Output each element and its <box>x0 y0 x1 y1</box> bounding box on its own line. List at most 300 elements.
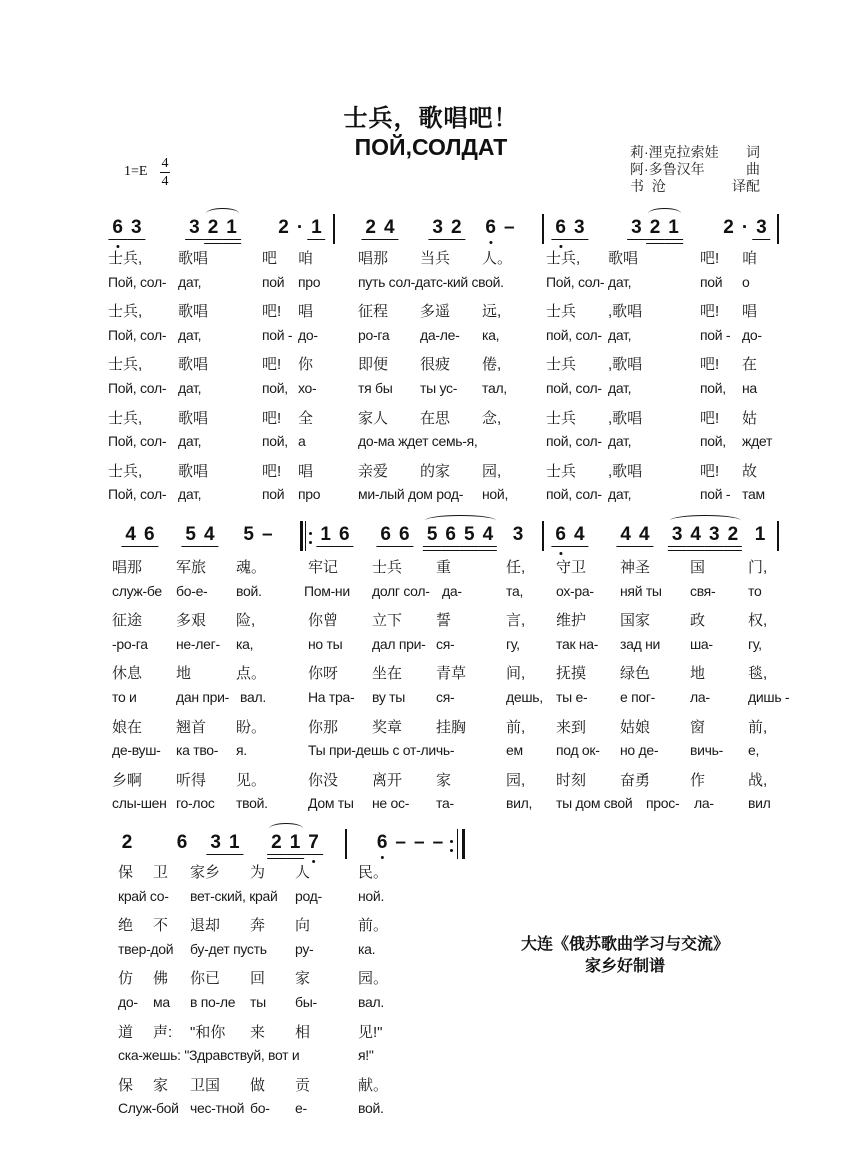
lyric-syllable: Служ-бой <box>118 1100 179 1117</box>
lyric-syllable: Дом ты <box>308 795 354 812</box>
lyric-syllable: де-вуш- <box>112 742 161 759</box>
lyric-syllable: 吧! <box>700 356 720 374</box>
lyric-syllable: чес-тной <box>190 1100 245 1117</box>
note-group <box>173 832 192 854</box>
lyric-syllable: 家人 <box>358 409 389 427</box>
lyric-syllable: ной, <box>482 486 509 503</box>
underline <box>286 854 305 856</box>
lyric-syllable: дат, <box>178 486 202 503</box>
lyric-syllable: пой, сол- <box>546 433 602 450</box>
lyric-syllable: пой <box>262 486 285 503</box>
lyric-syllable: 军旅 <box>176 559 207 576</box>
underline <box>705 550 724 552</box>
lyric-syllable: 全 <box>298 409 314 427</box>
lyric-syllable: ро-га <box>358 326 390 343</box>
lyric-syllable: вичь- <box>690 742 724 759</box>
lyric-syllable: 保 <box>118 1076 134 1094</box>
lyric-syllable: 盼。 <box>236 718 267 736</box>
underline <box>185 239 204 241</box>
lyric-syllable: 前, <box>748 718 768 736</box>
note-group <box>751 524 770 546</box>
barline <box>457 829 458 859</box>
lyric-syllable: пой, сол- <box>546 486 602 503</box>
credit-lyricist <box>630 144 760 161</box>
underline <box>686 550 705 552</box>
lyric-syllable: 献。 <box>358 1076 389 1094</box>
note: 4 <box>570 524 589 546</box>
lyric-syllable: ся- <box>436 689 455 705</box>
lyric-syllable: 园。 <box>358 970 389 988</box>
lyric-syllable: бо-е- <box>176 582 208 599</box>
lyric-syllable: вет-ский, край <box>190 887 278 904</box>
lyric-syllable: 咱 <box>742 250 758 267</box>
lyric-syllable: 保 <box>118 864 134 881</box>
lyric-syllable: 吧 <box>262 250 278 267</box>
lyric-syllable: 离开 <box>372 771 403 789</box>
lyric-syllable: 地 <box>690 665 706 683</box>
lyric-syllable: там <box>742 486 765 503</box>
lyric-syllable: 休息 <box>112 665 143 683</box>
note-group <box>206 832 243 854</box>
lyric-syllable: ты <box>250 994 266 1010</box>
lyric-syllable: ,歌唱 <box>608 303 643 321</box>
note: 3 <box>512 524 524 545</box>
lyric-syllable: тя бы <box>358 380 393 396</box>
lyric-syllable: край со- <box>118 887 169 904</box>
octave-dot-below <box>489 241 492 244</box>
lyric-syllable: 道 <box>118 1023 134 1041</box>
note: · <box>741 217 749 238</box>
lyric-syllable: 家 <box>153 1076 169 1094</box>
lyric-syllable: так на- <box>556 635 599 652</box>
note: 4 <box>686 524 705 546</box>
underline <box>686 546 705 548</box>
lyric-syllable: 相 <box>295 1023 311 1041</box>
note-group <box>509 524 528 546</box>
lyric-syllable: твер-дой <box>118 940 174 957</box>
lyric-syllable: 向 <box>295 917 311 935</box>
octave-dot-below <box>312 860 315 863</box>
lyric-syllable: 娘在 <box>112 718 143 736</box>
note: 6 <box>481 217 500 239</box>
lyric-syllable: ву ты <box>372 689 405 705</box>
lyric-syllable: "和你 <box>190 1023 226 1041</box>
key-signature: 1=E <box>124 164 148 179</box>
lyric-syllable: та- <box>436 795 454 812</box>
lyric-syllable: да- <box>442 582 462 599</box>
note: 2 <box>361 217 380 239</box>
lyric-syllable: 歌唱 <box>178 303 209 321</box>
lyric-syllable: пой - <box>262 326 293 343</box>
underline <box>361 239 380 241</box>
note: 3 <box>127 217 146 239</box>
barline <box>462 829 465 859</box>
repeat-dot <box>450 849 453 852</box>
note: 6 <box>551 524 570 546</box>
underline <box>267 854 286 856</box>
lyric-syllable: дат, <box>608 380 632 396</box>
note: 3 <box>627 217 646 239</box>
lyric-syllable: 翘首 <box>176 718 207 736</box>
lyric-syllable: Пой, сол- <box>108 326 167 343</box>
underline <box>335 546 354 548</box>
lyric-syllable: 民。 <box>358 864 389 881</box>
lyric-syllable: ,歌唱 <box>608 356 643 374</box>
lyric-syllable: 作 <box>690 771 706 789</box>
lyric-syllable: 姑娘 <box>620 718 651 736</box>
underline <box>668 546 687 548</box>
note-group <box>616 524 653 546</box>
lyric-syllable: 卫国 <box>190 1076 221 1094</box>
note-group <box>181 524 218 546</box>
lyric-syllable: дат, <box>608 486 632 503</box>
lyric-syllable: бу-дет пусть <box>190 940 267 957</box>
note: – <box>504 217 515 238</box>
barline <box>305 521 306 551</box>
lyric-syllable: го-лос <box>176 795 215 812</box>
underline <box>479 550 498 552</box>
lyric-syllable: 见。 <box>236 771 267 789</box>
lyric-syllable: дат, <box>608 433 632 450</box>
note: – <box>262 524 273 545</box>
note: 1 <box>307 217 326 239</box>
note: 2 <box>646 217 665 239</box>
note-group <box>185 217 241 239</box>
underline <box>286 858 305 860</box>
note: 4 <box>121 524 140 546</box>
lyric-syllable: 你曾 <box>308 612 339 630</box>
note: 6 <box>441 524 460 546</box>
note-group <box>376 524 413 546</box>
lyric-syllable: 当兵 <box>420 250 451 267</box>
lyric-syllable: 倦, <box>482 356 502 374</box>
underline <box>664 239 683 241</box>
lyric-syllable: 家 <box>295 970 311 988</box>
note: 6 <box>108 217 127 239</box>
lyric-syllable: 歌唱 <box>178 250 209 267</box>
note: · <box>296 217 304 238</box>
underline <box>646 243 665 245</box>
underline <box>222 239 241 241</box>
lyric-syllable: пой, <box>700 380 726 396</box>
lyric-syllable: 言, <box>506 612 526 630</box>
credit-role: 词 <box>746 144 760 160</box>
lyric-syllable: Пой, сол- <box>546 273 605 290</box>
note-group <box>551 217 588 239</box>
lyric-syllable: ла- <box>694 795 714 812</box>
lyric-syllable: на <box>742 380 757 396</box>
note-group <box>316 524 353 546</box>
lyric-syllable: 权, <box>748 612 768 630</box>
underline <box>121 546 140 548</box>
underline <box>267 858 286 860</box>
lyric-syllable: 魂。 <box>236 559 267 576</box>
underline <box>380 239 399 241</box>
lyric-syllable: 吧! <box>700 409 720 427</box>
lyric-syllable: я. <box>236 742 247 759</box>
lyric-syllable: 奋勇 <box>620 771 651 789</box>
lyric-syllable: 你 <box>298 356 314 374</box>
lyric-syllable: ми-лый дом род- <box>358 486 464 503</box>
underline <box>668 550 687 552</box>
note-group <box>274 217 325 239</box>
lyric-syllable: до- <box>742 326 762 343</box>
lyric-syllable: 歌唱 <box>178 409 209 427</box>
underline <box>447 239 466 241</box>
lyric-syllable: зад ни <box>620 635 661 652</box>
lyric-syllable: прос- <box>646 795 680 812</box>
note: 3 <box>185 217 204 239</box>
note: 2 <box>447 217 466 239</box>
lyric-syllable: На тра- <box>308 689 355 705</box>
title-russian: ПОЙ,СОЛДАТ <box>354 134 508 160</box>
note: 1 <box>222 217 241 239</box>
note: 4 <box>616 524 635 546</box>
lyric-syllable: ру- <box>295 940 314 957</box>
lyric-syllable: 险, <box>236 612 256 630</box>
lyric-syllable: 多艰 <box>176 612 207 630</box>
note: 1 <box>316 524 335 546</box>
lyric-syllable: не ос- <box>372 795 410 812</box>
note: 6 <box>176 832 188 853</box>
underline <box>307 239 326 241</box>
lyric-syllable: свя- <box>690 582 716 599</box>
lyric-syllable: 维护 <box>556 612 587 630</box>
underline <box>181 546 200 548</box>
credit-name: 书 沧 <box>630 178 666 194</box>
lyric-syllable: вой. <box>236 582 262 599</box>
lyric-syllable: бо- <box>250 1100 270 1117</box>
barline <box>777 214 779 244</box>
lyric-syllable: ка тво- <box>176 742 219 759</box>
note-group <box>668 524 742 546</box>
note: 5 <box>181 524 200 546</box>
lyric-syllable: 国 <box>690 559 706 576</box>
note: 2 <box>278 217 289 238</box>
lyric-syllable: 守卫 <box>556 559 587 576</box>
note: 1 <box>225 832 244 854</box>
lyric-syllable: 乡啊 <box>112 771 143 789</box>
lyric-syllable: ты е- <box>556 689 588 705</box>
note: 7 <box>304 832 323 854</box>
lyric-syllable: 士兵 <box>546 462 577 480</box>
lyric-syllable: Пом-ни <box>304 582 350 599</box>
underline <box>570 546 589 548</box>
underline <box>200 546 219 548</box>
lyric-syllable: 吧! <box>700 303 720 321</box>
lyric-syllable: 唱 <box>298 303 314 321</box>
underline <box>108 239 127 241</box>
note: 3 <box>705 524 724 546</box>
lyric-syllable: 即便 <box>358 356 389 374</box>
lyric-syllable: 士兵, <box>108 303 143 321</box>
lyric-syllable: ска-жешь: "Здравствуй, вот и <box>118 1047 300 1064</box>
lyric-syllable: 牢记 <box>308 559 339 576</box>
note: 5 <box>243 524 254 545</box>
lyric-syllable: 战, <box>748 771 768 789</box>
underline <box>724 550 743 552</box>
lyric-syllable: е пог- <box>620 689 656 705</box>
underline <box>646 239 665 241</box>
lyric-syllable: про <box>298 486 321 503</box>
lyric-syllable: ,歌唱 <box>608 409 643 427</box>
note-group <box>239 524 276 546</box>
lyric-syllable: 回 <box>250 970 266 988</box>
barline <box>345 829 347 859</box>
lyric-syllable: 政 <box>690 612 706 630</box>
lyric-syllable: 贡 <box>295 1076 311 1094</box>
lyric-syllable: 唱 <box>742 303 758 321</box>
lyric-syllable: 园, <box>482 462 502 480</box>
lyric-syllable: 见!" <box>358 1023 383 1041</box>
lyric-syllable: вал. <box>358 994 384 1010</box>
lyric-syllable: дан при- <box>176 689 230 705</box>
lyric-syllable: 佛 <box>153 970 169 988</box>
lyric-syllable: пой, <box>700 433 726 450</box>
underline <box>316 546 335 548</box>
underline <box>304 854 323 856</box>
lyric-syllable: слы-шен <box>112 795 167 812</box>
lyric-syllable: 绿色 <box>620 665 651 683</box>
time-signature <box>160 155 170 190</box>
note: 4 <box>200 524 219 546</box>
lyric-syllable: ка, <box>236 635 254 652</box>
credits <box>630 144 760 195</box>
lyric-syllable: 绝 <box>118 917 134 935</box>
lyric-syllable: род- <box>295 887 322 904</box>
lyric-syllable: 唱那 <box>358 250 389 267</box>
credit-composer <box>630 161 760 178</box>
credit-name: 莉·浬克拉索娃 <box>630 144 719 160</box>
note: 2 <box>723 217 734 238</box>
note: 4 <box>380 217 399 239</box>
lyric-syllable: ла- <box>690 689 710 705</box>
lyric-syllable: пой, <box>262 380 288 396</box>
lyric-syllable: 的家 <box>420 462 451 480</box>
underline <box>225 854 244 856</box>
underline <box>479 546 498 548</box>
lyric-syllable: 你呀 <box>308 665 339 683</box>
repeat-dot <box>309 541 312 544</box>
note: 6 <box>395 524 414 546</box>
note-group <box>428 217 465 239</box>
lyric-syllable: под ок- <box>556 742 600 759</box>
lyric-syllable: 人 <box>295 864 311 881</box>
note-group <box>121 524 158 546</box>
lyric-syllable: 间, <box>506 665 526 683</box>
lyric-syllable: 故 <box>742 462 758 480</box>
underline <box>204 243 223 245</box>
lyric-syllable: ты ус- <box>420 380 458 396</box>
lyric-syllable: 国家 <box>620 612 651 630</box>
lyric-syllable: ем <box>506 742 523 759</box>
lyric-syllable: до- <box>118 994 138 1010</box>
lyric-syllable: 吧! <box>262 462 282 480</box>
lyric-syllable: ох-ра- <box>556 582 594 599</box>
lyric-syllable: пой <box>700 273 723 290</box>
lyric-syllable: 神圣 <box>620 559 651 576</box>
lyric-syllable: 吧! <box>262 303 282 321</box>
lyric-syllable: 士兵, <box>108 409 143 427</box>
barline <box>300 521 303 551</box>
note: 4 <box>635 524 654 546</box>
lyric-syllable: 退却 <box>190 917 221 935</box>
underline <box>570 239 589 241</box>
lyric-syllable: пой, <box>262 433 288 450</box>
lyric-syllable: 士兵, <box>108 462 143 480</box>
lyric-syllable: в по-ле <box>190 994 236 1010</box>
note-group <box>719 217 770 239</box>
lyric-syllable: вил <box>748 795 771 812</box>
title-chinese: 士兵，歌唱吧！ <box>343 103 519 132</box>
lyric-syllable: вил, <box>506 795 533 812</box>
note-group <box>481 217 518 239</box>
lyric-syllable: дат, <box>178 326 202 343</box>
lyric-syllable: 你已 <box>190 970 221 988</box>
slur-tie <box>206 208 239 219</box>
lyric-syllable: твой. <box>236 795 268 812</box>
lyric-syllable: 歌唱 <box>608 250 639 267</box>
lyric-syllable: 多遥 <box>420 303 451 321</box>
lyric-syllable: ка. <box>358 940 376 957</box>
lyric-syllable: 征程 <box>358 303 389 321</box>
meter-top: 4 <box>161 156 169 171</box>
barline <box>777 521 779 551</box>
lyric-syllable: до- <box>298 326 318 343</box>
note-group <box>108 217 145 239</box>
lyric-syllable: 征途 <box>112 612 143 630</box>
lyric-syllable: 挂胸 <box>436 718 467 736</box>
lyric-syllable: 家 <box>436 771 452 789</box>
underline <box>376 546 395 548</box>
note: 2 <box>724 524 743 546</box>
lyric-syllable: 点。 <box>236 665 267 683</box>
underline <box>460 550 479 552</box>
lyric-syllable: до-ма ждет семь-я, <box>358 433 478 450</box>
lyric-syllable: а <box>298 433 306 450</box>
note: 6 <box>373 832 392 854</box>
lyric-syllable: 吧! <box>700 462 720 480</box>
lyric-syllable: 重 <box>436 559 452 576</box>
lyric-syllable: 立下 <box>372 612 403 630</box>
lyric-syllable: Ты при-дешь с от-личь- <box>308 742 455 759</box>
underline <box>395 546 414 548</box>
lyric-syllable: дешь, <box>506 689 543 705</box>
lyric-syllable: -ро-га <box>112 635 148 652</box>
lyric-syllable: 士兵 <box>546 303 577 321</box>
lyric-syllable: 远, <box>482 303 502 321</box>
underline <box>204 239 223 241</box>
lyric-syllable: ной. <box>358 887 385 904</box>
underline <box>616 546 635 548</box>
underline <box>635 546 654 548</box>
credit-translator <box>630 178 760 195</box>
note: 5 <box>423 524 442 546</box>
note: – <box>395 832 406 853</box>
lyric-syllable: Пой, сол- <box>108 273 167 290</box>
lyric-syllable: 园, <box>506 771 526 789</box>
slur-tie <box>425 515 496 526</box>
note-group <box>373 832 447 854</box>
lyric-syllable: 姑 <box>742 409 758 427</box>
underline <box>423 550 442 552</box>
lyric-syllable: 士兵 <box>546 409 577 427</box>
underline <box>428 239 447 241</box>
note-group <box>551 524 588 546</box>
lyric-syllable: пой, сол- <box>546 380 602 396</box>
lyric-syllable: 窗 <box>690 718 706 736</box>
octave-dot-below <box>559 552 562 555</box>
